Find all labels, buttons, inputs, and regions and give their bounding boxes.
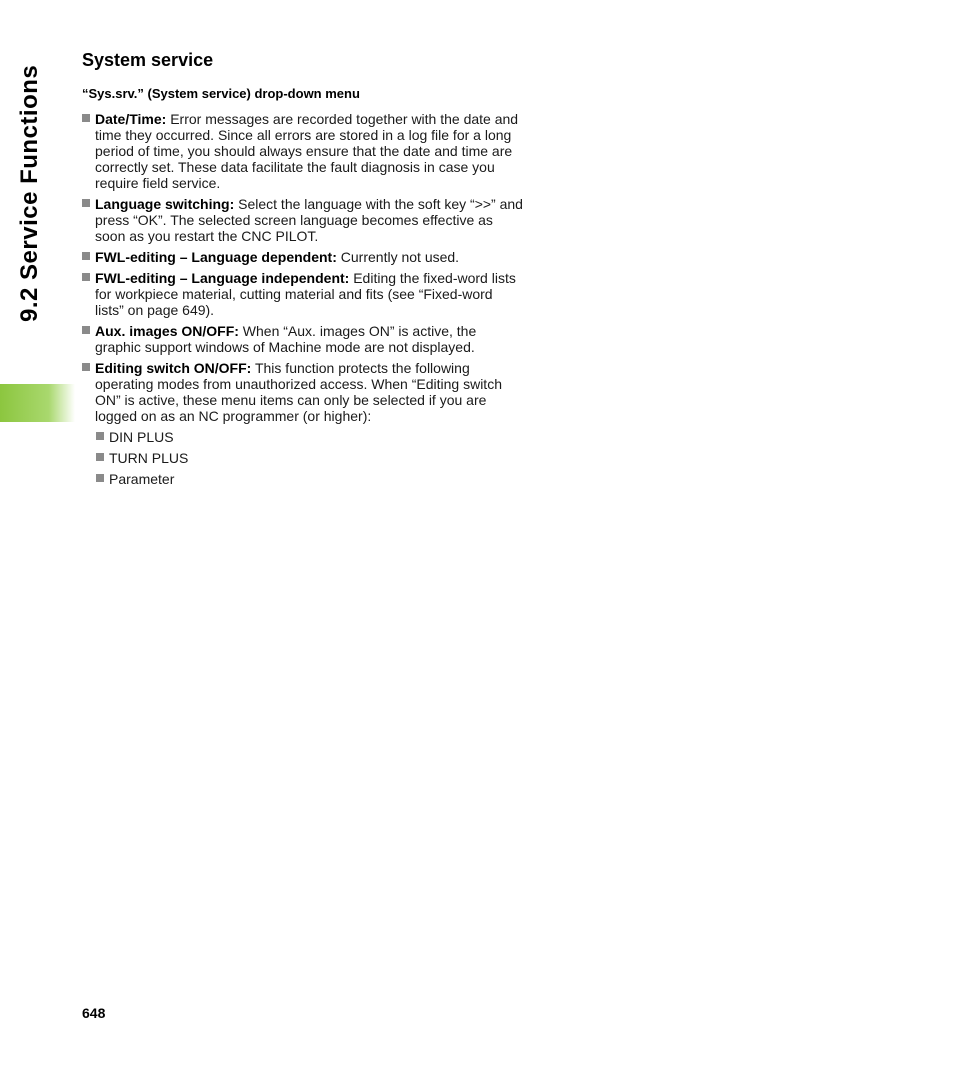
item-term: FWL-editing – Language dependent: [95,249,337,265]
item-term: Language switching: [95,196,235,212]
sub-item-text: Parameter [109,471,175,487]
sub-list-item [96,429,524,445]
list-item-editing-switch [82,360,524,424]
square-bullet-icon [82,199,90,207]
item-term: FWL-editing – Language independent: [95,270,350,286]
square-bullet-icon [82,114,90,122]
sub-item-text: DIN PLUS [109,429,174,445]
item-text: This function protects the following operating modes from unauthorized access. When “Editing switch ON” is active, these menu items can only be selected if you are logged on as an NC programmer (or higher): [95,360,502,424]
square-bullet-icon [96,432,104,440]
page-number: 648 [82,1005,106,1021]
item-text: Select the language with the soft key “>>” and press “OK”. The selected screen language becomes effective as soon as you restart the CNC PILOT. [95,196,523,244]
chapter-title: 9.2 Service Functions [16,64,43,322]
list-item-fwl-dependent [82,249,524,265]
item-text: Error messages are recorded together with the date and time they occurred. Since all errors are stored in a log file for a long period of time, you should always ensure that the date and time are correctly set. These data facilitate the fault diagnosis in case you require field service. [95,111,519,191]
square-bullet-icon [96,453,104,461]
sub-list-item [96,450,524,466]
feature-list [82,111,524,424]
item-text: Currently not used. [336,249,460,265]
chapter-tab [0,384,75,422]
item-term: Editing switch ON/OFF: [95,360,252,376]
main-content [82,48,524,492]
square-bullet-icon [96,474,104,482]
sub-item-text: TURN PLUS [109,450,189,466]
list-item-aux-images [82,323,524,355]
list-item-date-time [82,111,524,191]
protected-modes-list [82,429,524,487]
section-title: System service [82,50,214,70]
item-text: Editing the fixed-word lists for workpiece material, cutting material and fits (see “Fixed-word lists” on page 649). [95,270,516,318]
section-subtitle: “Sys.srv.” (System service) drop-down menu [82,86,360,101]
square-bullet-icon [82,363,90,371]
square-bullet-icon [82,252,90,260]
item-text: When “Aux. images ON” is active, the graphic support windows of Machine mode are not displayed. [95,323,477,355]
square-bullet-icon [82,326,90,334]
list-item-language-switching [82,196,524,244]
list-item-fwl-independent [82,270,524,318]
item-term: Date/Time: [95,111,167,127]
square-bullet-icon [82,273,90,281]
sub-list-item [96,471,524,487]
item-term: Aux. images ON/OFF: [95,323,239,339]
